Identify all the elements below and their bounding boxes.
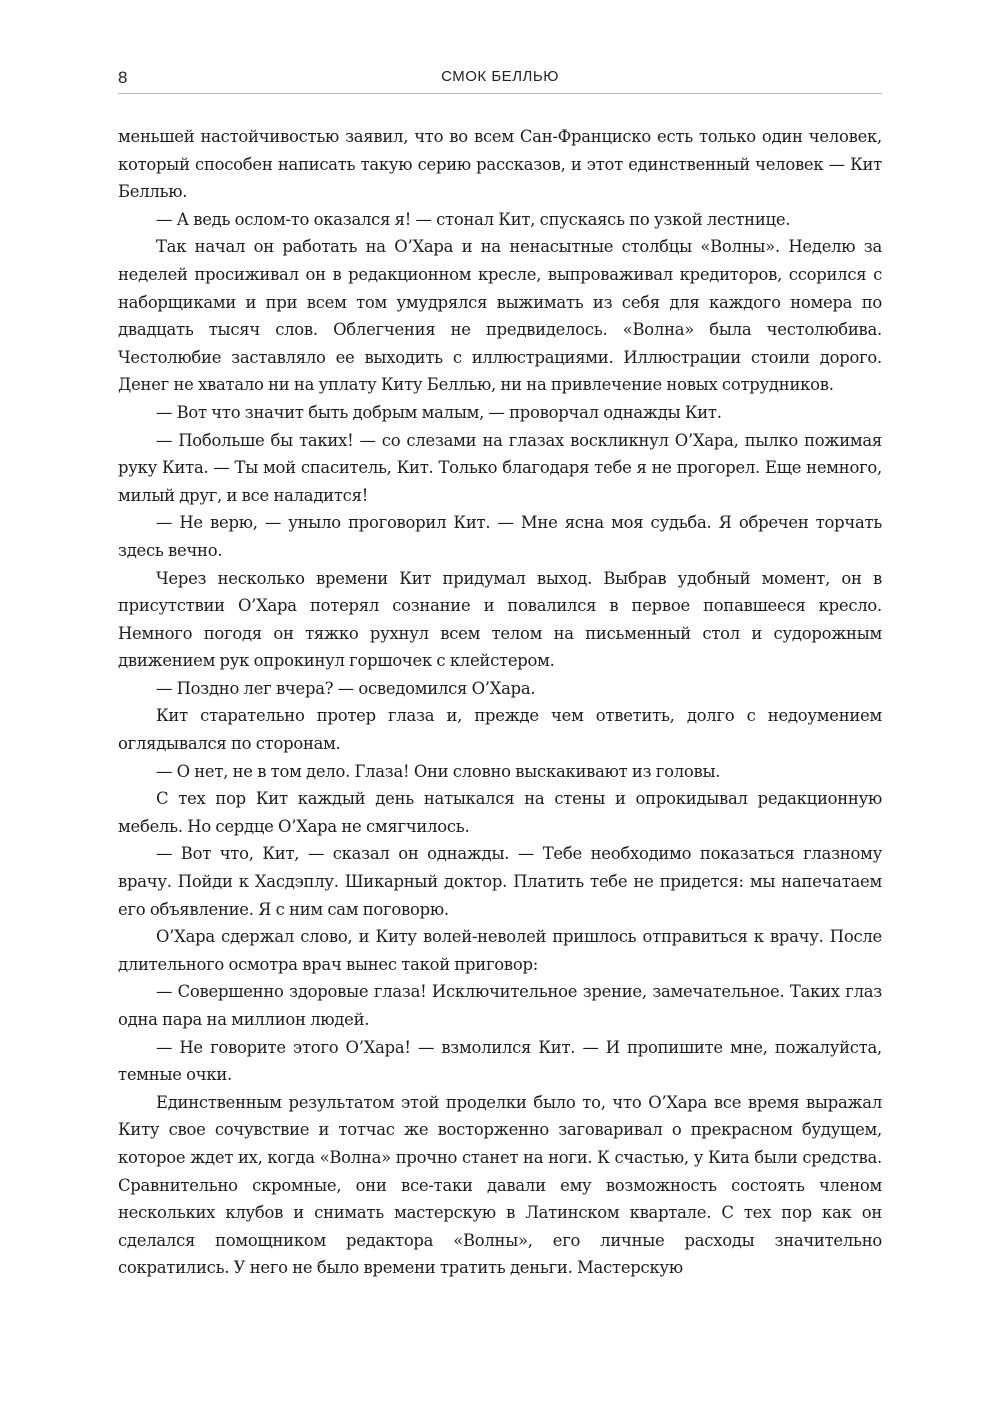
paragraph: — Поздно лег вчера? — осведомился О’Хара. (156, 678, 536, 698)
page-header (118, 64, 882, 94)
paragraph: — Не говорите этого О’Хара! — взмолился Кит. — И пропишите мне, пожалуйста, темные очки. (118, 1037, 882, 1085)
paragraph: — Вот что, Кит, — сказал он однажды. — Тебе необходимо показаться глазному врачу. Пойди к Хасдэплу. Шикарный доктор. Платить тебе не придется: мы напечатаем его объявление. Я с ним сам поговорю. (118, 844, 882, 919)
paragraph: — А ведь ослом-то оказался я! — стонал Кит, спускаясь по узкой лестнице. (156, 209, 791, 229)
page-number: 8 (118, 68, 128, 87)
header-rule (118, 93, 882, 94)
paragraph: С тех пор Кит каждый день натыкался на стены и опрокидывал редакционную мебель. Но сердце О’Хара не смягчилось. (118, 789, 882, 836)
paragraph: меньшей настойчивостью заявил, что во всем Сан-Франциско есть только один человек, который способен написать такую серию рассказов, и этот единственный человек — Кит Беллью. (118, 127, 882, 202)
paragraph: — Побольше бы таких! — со слезами на глазах воскликнул О’Хара, пылко пожимая руку Кита. — Ты мой спаситель, Кит. Только благодаря тебе я не прогорел. Еще немного, милый друг, и все наладится! (118, 430, 882, 505)
paragraph: — О нет, не в том дело. Глаза! Они словно выскакивают из головы. (156, 761, 721, 781)
paragraph: — Не верю, — уныло проговорил Кит. — Мне ясна моя судьба. Я обречен торчать здесь вечно. (118, 513, 882, 560)
paragraph: Единственным результатом этой проделки было то, что О’Хара все время выражал Киту свое сочувствие и тотчас же восторженно заговаривал о прекрасном будущем, которое ждет их, когда «Волна» прочно станет на ноги. К счастью, у Кита были средства. Сравнительно скромные, они все-таки давали ему возможность состоять членом нескольких клубов и снимать мастерскую в Латинском квартале. С тех пор как он сделался помощником редактора «Волны», его личные расходы значительно сократились. У него не было времени тратить деньги. Мастерскую (118, 1092, 882, 1278)
paragraph: — Вот что значит быть добрым малым, — проворчал однажды Кит. (156, 402, 722, 422)
body-text (118, 123, 882, 1282)
paragraph: Кит старательно протер глаза и, прежде чем ответить, долго с недоумением оглядывался по сторонам. (118, 706, 882, 754)
paragraph: Через несколько времени Кит придумал выход. Выбрав удобный момент, он в присутствии О’Хара потерял сознание и повалился в первое попавшееся кресло. Немного погодя он тяжко рухнул всем телом на письменный стол и судорожным движением рук опрокинул горшочек с клейстером. (118, 568, 882, 671)
running-title: СМОК БЕЛЛЬЮ (441, 68, 559, 85)
paragraph: — Совершенно здоровые глаза! Исключительное зрение, замечательное. Таких глаз одна пара на миллион людей. (118, 982, 882, 1029)
paragraph: О’Хара сдержал слово, и Киту волей-неволей пришлось отправиться к врачу. После длительного осмотра врач вынес такой приговор: (118, 927, 882, 974)
paragraph: Так начал он работать на О’Хара и на ненасытные столбцы «Волны». Неделю за неделей просиживал он в редакционном кресле, выпроваживал кредиторов, ссорился с наборщиками и при всем том умудрялся выжимать из себя для каждого номера по двадцать тысяч слов. Облегчения не предвиделось. «Волна» была честолюбива. Честолюбие заставляло ее выходить с иллюстрациями. Иллюстрации стоили дорого. Денег не хватало ни на уплату Киту Беллью, ни на привлечение новых сотрудников. (118, 237, 882, 395)
